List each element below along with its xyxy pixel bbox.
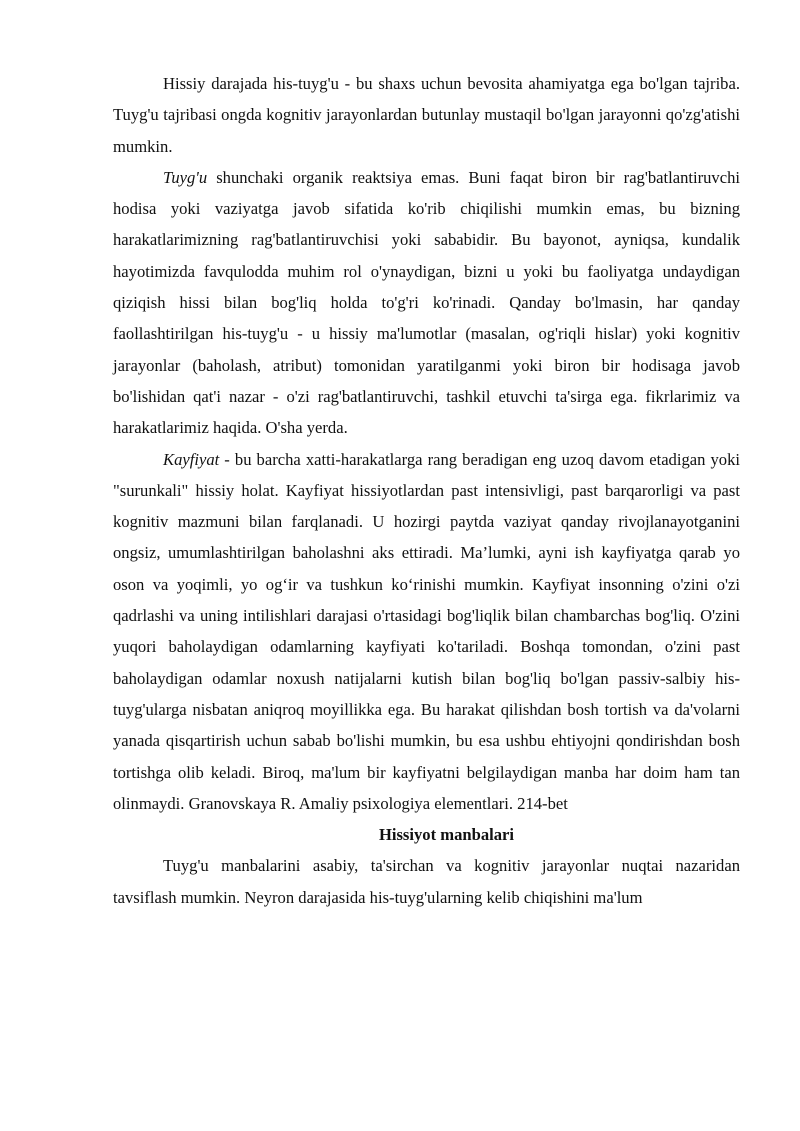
paragraph-sources-text: Tuyg'u manbalarini asabiy, ta'sirchan va kognitiv jarayonlar nuqtai nazaridan tavsiflash mumkin. Neyron darajasida his-tuyg'ularning kelib chiqishini ma'lum <box>113 856 740 907</box>
section-heading: Hissiyot manbalari <box>378 825 515 845</box>
paragraph-tuygu-text: shunchaki organik reaktsiya emas. Buni faqat biron bir rag'batlantiruvchi hodisa yoki vaziyatga javob sifatida ko'rib chiqilishi mumkin emas, bu bizning harakatlarimizning rag'batlantiruvchisi yoki sababidir. Bu bayonot, ayniqsa, kundalik hayotimizda favqulodda muhim rol o'ynaydigan, bizni u yoki bu faoliyatga undaydigan qiziqish hissi bilan bog'liq holda to'g'ri ko'rinadi. Qanday bo'lmasin, har qanday faollashtirilgan his-tuyg'u - u hissiy ma'lumotlar (masalan, og'riqli hislar) yoki kognitiv jarayonlar (baholash, atribut) tomonidan yaratilganmi yoki biron bir hodisaga javob bo'lishidan qat'i nazar - o'zi rag'batlantiruvchi, tashkil etuvchi ta'sirga ega. fikrlarimiz va harakatlarimiz haqida. O'sha yerda. <box>113 167 740 438</box>
document-page <box>113 68 740 913</box>
paragraph-tuygu <box>113 162 740 444</box>
paragraph-kayfiyat-text: - bu barcha xatti-harakatlarga rang beradigan eng uzoq davom etadigan yoki "surunkali" hissiy holat. Kayfiyat hissiyotlardan past intensivligi, past barqarorligi va past kognitiv mazmuni bilan farqlanadi. U hozirgi paytda vaziyat qanday rivojlanayotganini ongsiz, umumlashtirilgan baholashni aks ettiradi. Ma’lumki, ayni ish kayfiyatga qarab yo oson va yoqimli, yo og‘ir va tushkun ko‘rinishi mumkin. Kayfiyat insonning o'zini o'zi qadrlashi va uning intilishlari darajasi o'rtasidagi bog'liqlik bilan chambarchas bog'liq. O'zini yuqori baholaydigan odamlarning kayfiyati ko'tariladi. Boshqa tomondan, o'zini past baholaydigan odamlar noxush natijalarni kutish bilan bog'liq bo'lgan passiv-salbiy his-tuyg'ularga nisbatan aniqroq moyillikka ega. Bu harakat qilishdan bosh tortish va da'volarni yanada qisqartirish uchun sabab bo'lishi mumkin, bu esa ushbu ehtiyojni qondirishdan bosh tortishga olib keladi. Biroq, ma'lum bir kayfiyatni belgilaydigan manba har doim ham tan olinmaydi. Granovskaya R. Amaliy psixologiya elementlari. 214-bet <box>113 449 740 813</box>
paragraph-intro-text: Hissiy darajada his-tuyg'u - bu shaxs uchun bevosita ahamiyatga ega bo'lgan tajriba. Tuyg'u tajribasi ongda kognitiv jarayonlardan butunlay mustaqil bo'lgan jarayonni qo'zg'atishi mumkin. <box>113 74 740 156</box>
term-kayfiyat: Kayfiyat <box>163 449 220 469</box>
term-tuygu: Tuyg'u <box>163 167 208 187</box>
paragraph-intro <box>113 68 740 162</box>
paragraph-sources <box>113 850 740 913</box>
paragraph-kayfiyat <box>113 444 740 820</box>
